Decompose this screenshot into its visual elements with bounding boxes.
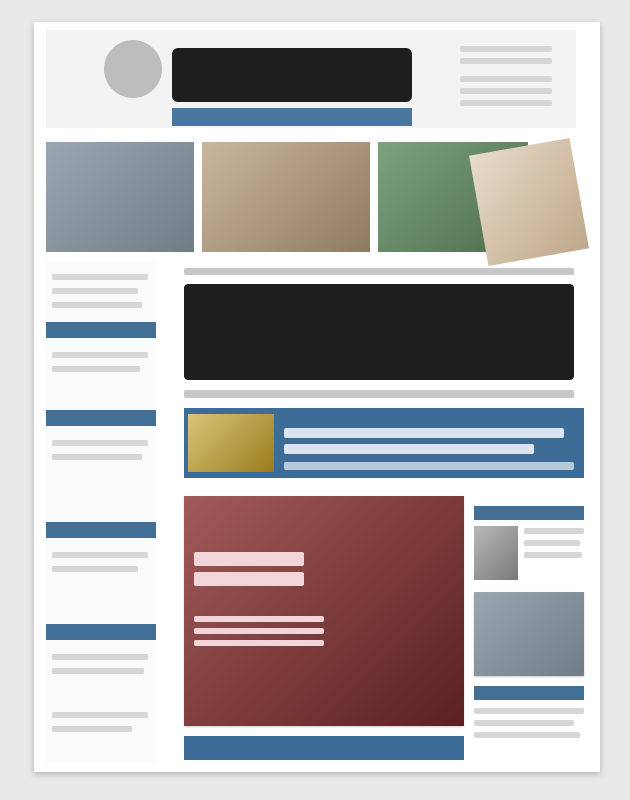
left-column-line [52,454,142,460]
publisher-info-line [460,58,552,64]
lead-photo-story [184,496,464,726]
right-sidebar-portrait [474,526,518,580]
publisher-badge [104,40,162,98]
main-headline-block [184,284,574,380]
left-column-section-3 [46,522,156,538]
lead-photo-story-line [194,552,304,566]
left-column-line [52,440,148,446]
left-column-line [52,352,148,358]
right-sidebar-footer-line [474,708,584,714]
left-column-line [52,726,132,732]
newspaper-page [34,22,600,772]
left-column-line [52,366,140,372]
right-sidebar-footer-header [474,686,584,700]
feature-banner-line [284,428,564,438]
masthead-logo [172,48,412,102]
left-column-line [52,552,148,558]
right-sidebar-line [524,552,582,558]
publisher-info-line [460,46,552,52]
left-column-section-4 [46,624,156,640]
promo-panel-2 [202,142,370,252]
left-column-line [52,712,148,718]
lead-photo-story-line [194,616,324,622]
left-column-line [52,566,138,572]
left-column-section-1 [46,322,156,338]
magazine-cover [469,138,589,266]
promo-panel-1 [46,142,194,252]
left-column-line [52,302,142,308]
left-column-line [52,654,148,660]
lead-photo-story-line [194,640,324,646]
kicker-line [184,268,574,275]
issue-info-line [460,100,552,106]
right-sidebar-footer-line [474,720,574,726]
left-column-line [52,288,138,294]
masthead-subtitle-band [172,108,412,126]
lead-photo-story-line [194,572,304,586]
right-sidebar-line [524,528,584,534]
right-sidebar-line [524,540,580,546]
right-sidebar-box [474,592,584,676]
subhead-line [184,390,574,398]
feature-banner-line [284,444,534,454]
issue-info-line [460,76,552,82]
left-column-section-2 [46,410,156,426]
right-sidebar-footer-line [474,732,580,738]
bottom-strip [184,736,464,760]
left-column-line [52,668,144,674]
right-sidebar-header [474,506,584,520]
left-column-line [52,274,148,280]
lead-photo-story-line [194,628,324,634]
feature-banner-art [188,414,274,472]
feature-banner-strip [284,462,574,470]
issue-info-line [460,88,552,94]
